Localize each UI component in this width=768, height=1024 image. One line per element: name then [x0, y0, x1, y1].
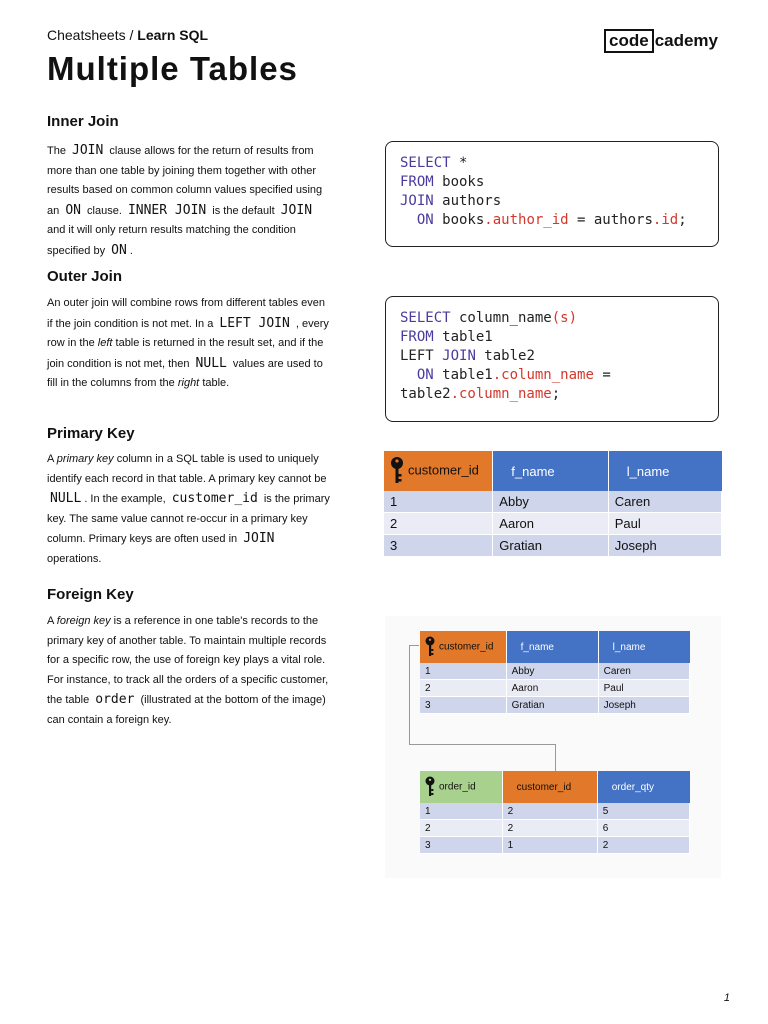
- table-row: 1 2 5: [420, 803, 690, 820]
- inline-code: JOIN: [72, 143, 104, 158]
- table-header-f-name: f_name: [506, 631, 598, 663]
- primary-key-table: [384, 451, 722, 557]
- table-header-order-id: order_id: [420, 771, 502, 803]
- table-row: 3 Gratian Joseph: [420, 697, 690, 714]
- table-header-l-name: l_name: [598, 631, 689, 663]
- key-icon: [390, 456, 404, 486]
- key-icon: [425, 636, 435, 658]
- page-number: 1: [723, 992, 730, 1004]
- breadcrumb-cheatsheets-link[interactable]: Cheatsheets /: [47, 27, 134, 43]
- table-row: 1 Abby Caren: [384, 491, 722, 513]
- primary-key-heading: Primary Key: [47, 425, 135, 442]
- orders-table: [420, 771, 690, 854]
- codecademy-logo[interactable]: [604, 29, 718, 53]
- connector-line: [409, 645, 410, 744]
- inline-code: ON: [111, 242, 127, 258]
- key-icon: [425, 776, 435, 798]
- logo-boxed-text: code: [604, 29, 654, 53]
- foreign-key-diagram: [385, 616, 721, 878]
- table-header-customer-id: customer_id: [420, 631, 506, 663]
- connector-line: [409, 744, 555, 745]
- inner-join-description: The JOIN clause allows for the return of results from more than one table by joining them together with other results based on common column values specified using an ON clause. INNER JOIN is the default JOIN and it will only return results matching the condition specified by ON .: [47, 143, 323, 258]
- customers-table: [420, 631, 690, 714]
- breadcrumb-current[interactable]: Learn SQL: [137, 27, 209, 43]
- inline-code: JOIN: [243, 531, 275, 546]
- outer-join-heading: Outer Join: [47, 268, 123, 285]
- table-header-l-name: l_name: [608, 451, 721, 491]
- table-header-order-qty: order_qty: [597, 771, 689, 803]
- table-row: 3 Gratian Joseph: [384, 535, 722, 557]
- outer-join-description: An outer join will combine rows from different tables even if the join condition is not met. In a LEFT JOIN , every row in the left table is returned in the result set, and if the join condition is not met, then NULL values are used to fill in the columns from the right table.: [47, 297, 329, 389]
- inner-join-heading: Inner Join: [47, 113, 119, 130]
- table-row: 2 Aaron Paul: [420, 680, 690, 697]
- table-header-customer-id: customer_id: [384, 451, 493, 491]
- table-header-f-name: f_name: [493, 451, 608, 491]
- foreign-key-description: A foreign key is a reference in one table's records to the primary key of another table. To maintain multiple records for a specific row, the use of foreign key plays a vital role. For instance, to track all the orders of a specific customer, the table order (illustrated at the bottom of the image) can contain a foreign key.: [47, 615, 329, 726]
- connector-line: [555, 744, 556, 771]
- outer-join-code-block: SELECT column_name(s) FROM table1 LEFT JOIN table2 ON table1.column_name = table2.column_name;: [385, 296, 719, 422]
- table-row: 3 1 2: [420, 837, 690, 854]
- table-row: 2 Aaron Paul: [384, 513, 722, 535]
- table-header-customer-id: customer_id: [502, 771, 597, 803]
- connector-line: [409, 645, 419, 646]
- inline-code: NULL: [50, 491, 82, 506]
- foreign-key-heading: Foreign Key: [47, 586, 134, 603]
- inline-code: order: [95, 692, 135, 707]
- breadcrumb: [47, 27, 208, 43]
- table-row: 1 Abby Caren: [420, 663, 690, 680]
- inline-code: INNER JOIN: [127, 202, 207, 218]
- table-row: 2 2 6: [420, 820, 690, 837]
- primary-key-description: A primary key column in a SQL table is used to uniquely identify each record in that table. A primary key cannot be NULL . In the example, customer_id is the primary key. The same value cannot re-occur in a primary key column. Primary keys are often used in JOIN operations.: [47, 453, 330, 565]
- inner-join-code-block: SELECT * FROM books JOIN authors ON books.author_id = authors.id;: [385, 141, 719, 247]
- inline-code: ON: [65, 202, 81, 218]
- inline-code: LEFT JOIN: [219, 315, 290, 331]
- inline-code: customer_id: [171, 491, 258, 506]
- inline-code: NULL: [195, 355, 227, 371]
- page-title: Multiple Tables: [47, 50, 298, 87]
- inline-code: JOIN: [280, 202, 313, 218]
- logo-rest-text: cademy: [654, 31, 719, 50]
